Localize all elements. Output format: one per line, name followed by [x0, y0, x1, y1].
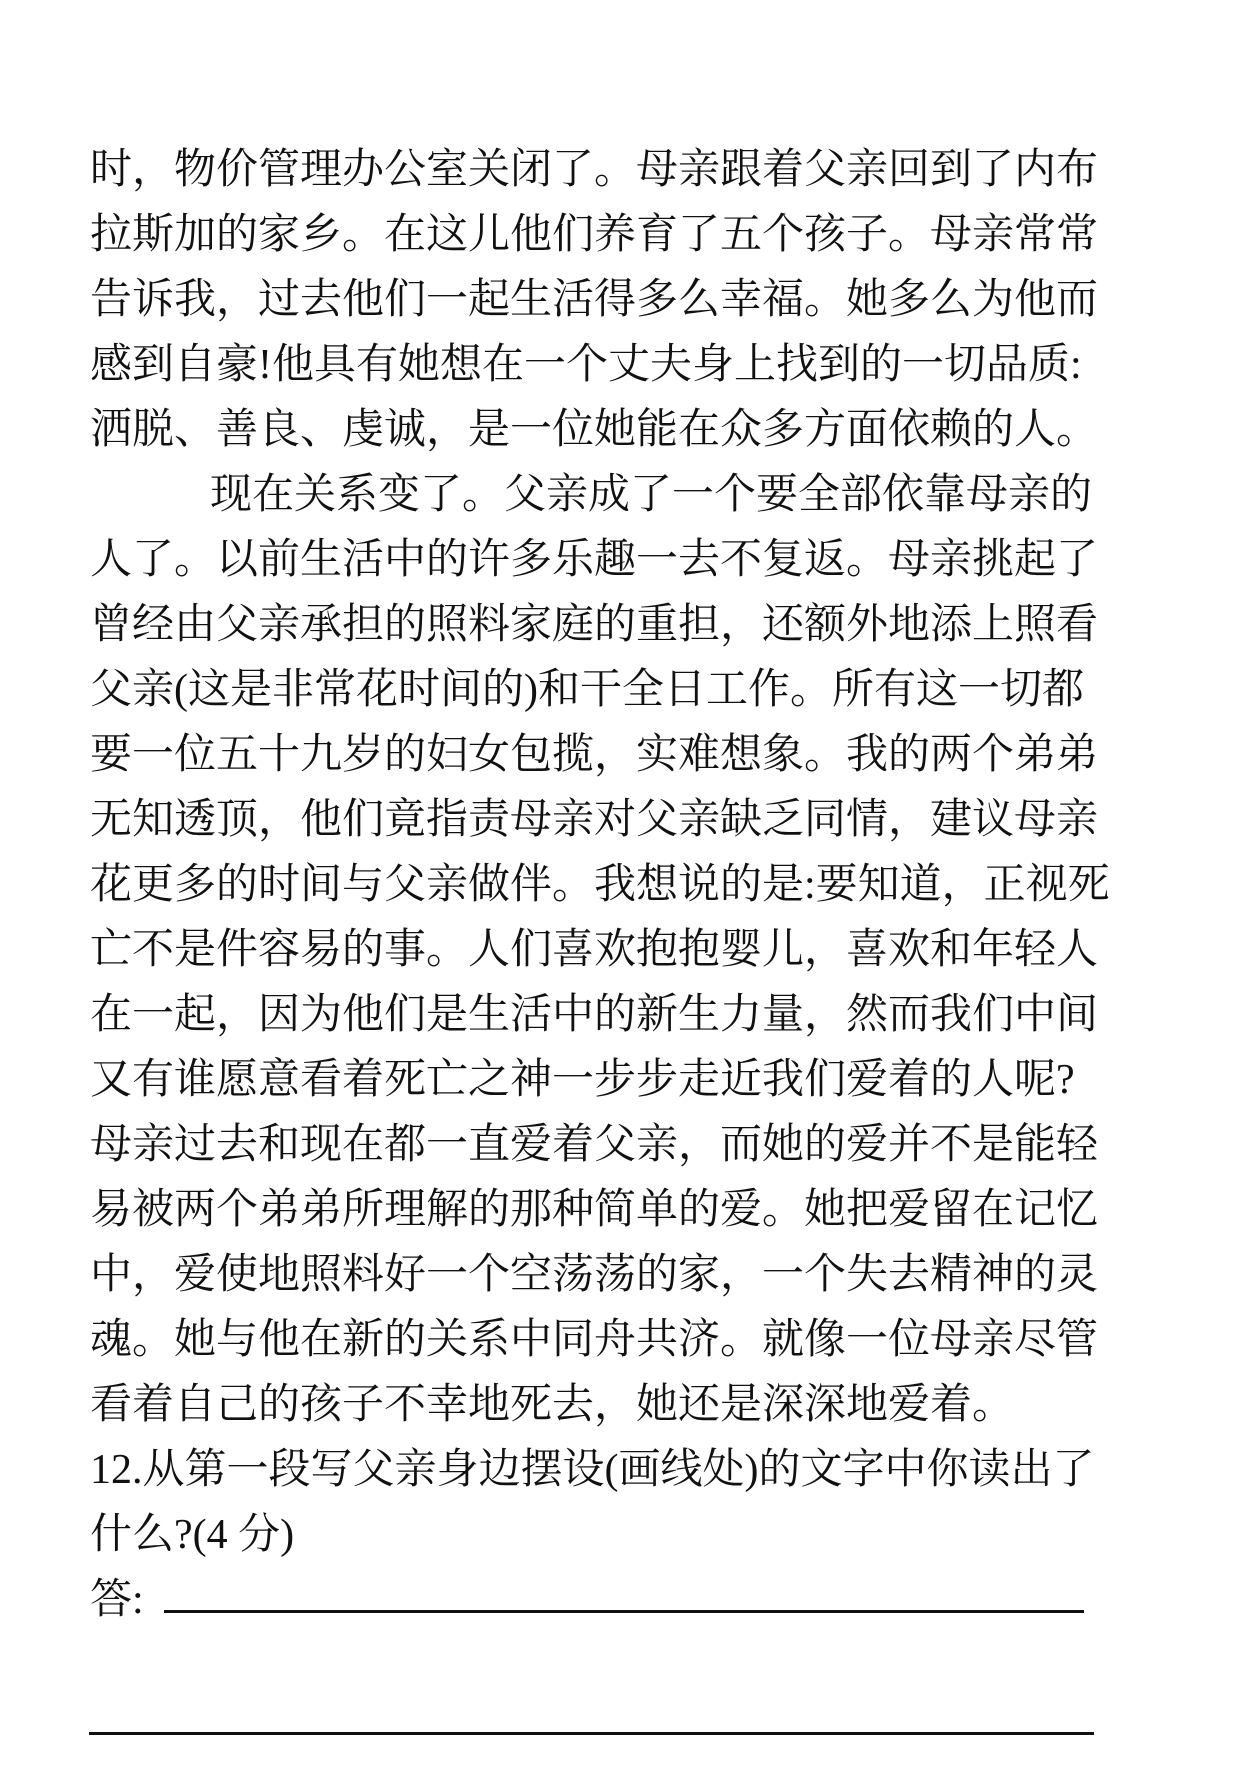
- passage-line-8: 曾经由父亲承担的照料家庭的重担，还额外地添上照看: [90, 602, 1099, 648]
- passage-line-1: 时，物价管理办公室关闭了。母亲跟着父亲回到了内布: [90, 147, 1099, 193]
- passage-line-18: 中，爱使地照料好一个空荡荡的家，一个失去精神的灵: [90, 1252, 1099, 1298]
- passage-line-3: 告诉我，过去他们一起生活得多么幸福。她多么为他而: [90, 277, 1099, 323]
- question-12-line-1: 12.从第一段写父亲身边摆设(画线处)的文字中你读出了: [90, 1447, 1095, 1493]
- passage-line-5: 洒脱、善良、虔诚，是一位她能在众多方面依赖的人。: [90, 407, 1099, 453]
- answer-label: 答:: [90, 1577, 144, 1623]
- passage-line-14: 在一起，因为他们是生活中的新生力量，然而我们中间: [90, 992, 1099, 1038]
- passage-line-20-paragraph-end: 看着自己的孩子不幸地死去，她还是深深地爱着。: [90, 1382, 1015, 1428]
- passage-line-2: 拉斯加的家乡。在这儿他们养育了五个孩子。母亲常常: [90, 212, 1099, 258]
- passage-line-11: 无知透顶，他们竟指责母亲对父亲缺乏同情，建议母亲: [90, 797, 1099, 843]
- question-12-line-2: 什么?(4 分): [90, 1512, 295, 1558]
- passage-line-19: 魂。她与他在新的关系中同舟共济。就像一位母亲尽管: [90, 1317, 1099, 1363]
- continuation-blank-line: [89, 1732, 1094, 1735]
- passage-line-6-paragraph-start: 现在关系变了。父亲成了一个要全部依靠母亲的: [210, 472, 1093, 518]
- passage-line-15: 又有谁愿意看着死亡之神一步步走近我们爱着的人呢?: [90, 1057, 1075, 1103]
- passage-line-17: 易被两个弟弟所理解的那种简单的爱。她把爱留在记忆: [90, 1187, 1099, 1233]
- passage-text-block: [90, 138, 1110, 1633]
- passage-line-12: 花更多的时间与父亲做伴。我想说的是:要知道，正视死: [90, 862, 1110, 908]
- passage-line-4: 感到自豪!他具有她想在一个丈夫身上找到的一切品质:: [90, 342, 1082, 388]
- answer-row: [90, 1568, 1096, 1633]
- passage-line-13: 亡不是件容易的事。人们喜欢抱抱婴儿，喜欢和年轻人: [90, 927, 1099, 973]
- passage-line-16: 母亲过去和现在都一直爱着父亲，而她的爱并不是能轻: [90, 1122, 1099, 1168]
- passage-line-9: 父亲(这是非常花时间的)和干全日工作。所有这一切都: [90, 667, 1084, 713]
- answer-blank-line: [164, 1600, 1084, 1613]
- passage-line-10: 要一位五十九岁的妇女包揽，实难想象。我的两个弟弟: [90, 732, 1099, 778]
- passage-line-7: 人了。以前生活中的许多乐趣一去不复返。母亲挑起了: [90, 537, 1099, 583]
